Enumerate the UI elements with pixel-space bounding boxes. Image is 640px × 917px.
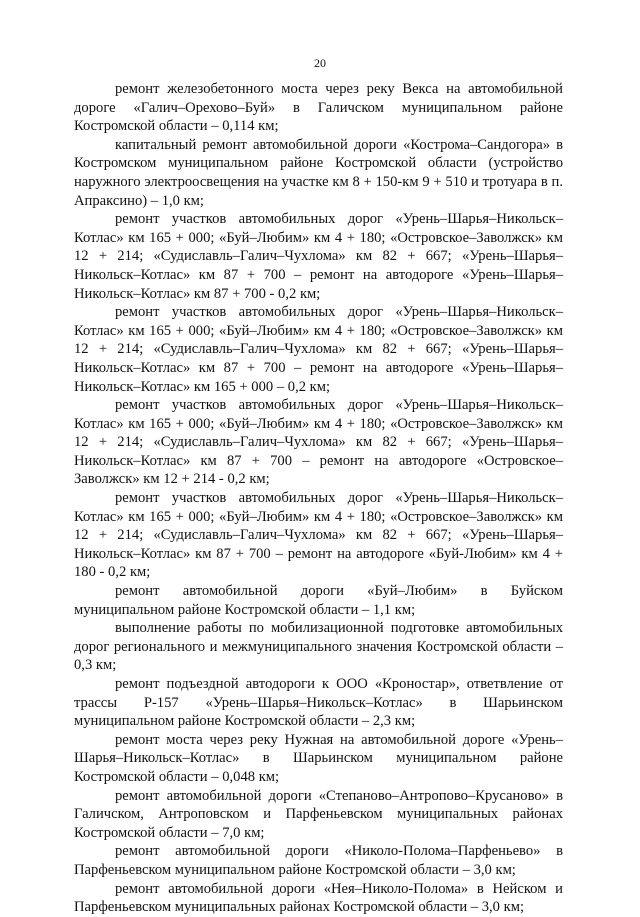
paragraph: капитальный ремонт автомобильной дороги «Кострома–Сандогора» в Костромском муниципальном районе Костромской области (устройство наружного электроосвещения на участке км 8 + 150-км 9 + 510 и тротуара в п. Апраксино) – 1,0 км; <box>74 136 563 209</box>
paragraph: ремонт моста через реку Нужная на автомобильной дороге «Урень–Шарья–Никольск–Котлас» в Шарьинском муниципальном районе Костромской области – 0,048 км; <box>74 731 563 785</box>
paragraph: ремонт автомобильной дороги «Буй–Любим» в Буйском муниципальном районе Костромской области – 1,1 км; <box>74 583 563 618</box>
paragraph: ремонт автомобильной дороги «Николо-Полома–Парфеньево» в Парфеньевском муниципальном районе Костромской области – 3,0 км; <box>74 843 563 878</box>
paragraph: ремонт участков автомобильных дорог «Урень–Шарья–Никольск–Котлас» км 165 + 000; «Буй–Любим» км 4 + 180; «Островское–Заволжск» км 12 + 214; «Судиславль–Галич–Чухлома» км 82 + 667; «Урень–Шарья–Никольск–Котлас» км 87 + 700 – ремонт на автодороге «Буй-Любим» км 4 + 180 - 0,2 км; <box>74 490 563 581</box>
paragraph: выполнение работы по мобилизационной подготовке автомобильных дорог регионального и межмуниципального значения Костромской области – 0,3 км; <box>74 620 563 674</box>
paragraph: ремонт участков автомобильных дорог «Урень–Шарья–Никольск–Котлас» км 165 + 000; «Буй–Любим» км 4 + 180; «Островское–Заволжск» км 12 + 214; «Судиславль–Галич–Чухлома» км 82 + 667; «Урень–Шарья–Никольск–Котлас» км 87 + 700 – ремонт на автодороге «Урень–Шарья–Никольск–Котлас» км 87 + 700 - 0,2 км; <box>74 211 563 302</box>
paragraph: ремонт участков автомобильных дорог «Урень–Шарья–Никольск–Котлас» км 165 + 000; «Буй–Любим» км 4 + 180; «Островское–Заволжск» км 12 + 214; «Судиславль–Галич–Чухлома» км 82 + 667; «Урень–Шарья–Никольск–Котлас» км 87 + 700 – ремонт на автодороге «Урень–Шарья–Никольск–Котлас» км 165 + 000 – 0,2 км; <box>74 304 563 395</box>
paragraph: ремонт автомобильной дороги «Нея–Николо-Полома» в Нейском и Парфеньевском муниципальных районах Костромской области – 3,0 км; <box>74 880 563 916</box>
paragraph: ремонт автомобильной дороги «Степаново–Антропово–Крусаново» в Галичском, Антроповском и Парфеньевском муниципальных районах Костромской области – 7,0 км; <box>74 787 563 841</box>
page-number: 20 <box>314 56 326 70</box>
document-body <box>74 80 563 917</box>
paragraph: ремонт железобетонного моста через реку Векса на автомобильной дороге «Галич–Орехово–Буй» в Галичском муниципальном районе Костромской области – 0,114 км; <box>74 81 563 135</box>
paragraph: ремонт участков автомобильных дорог «Урень–Шарья–Никольск–Котлас» км 165 + 000; «Буй–Любим» км 4 + 180; «Островское–Заволжск» км 12 + 214; «Судиславль–Галич–Чухлома» км 82 + 667; «Урень–Шарья–Никольск–Котлас» км 87 + 700 – ремонт на автодороге «Островское–Заволжск» км 12 + 214 - 0,2 км; <box>74 397 563 488</box>
paragraph: ремонт подъездной автодороги к ООО «Кроностар», ответвление от трассы Р-157 «Урень–Шарья–Никольск–Котлас» в Шарьинском муниципальном районе Костромской области – 2,3 км; <box>74 676 563 730</box>
